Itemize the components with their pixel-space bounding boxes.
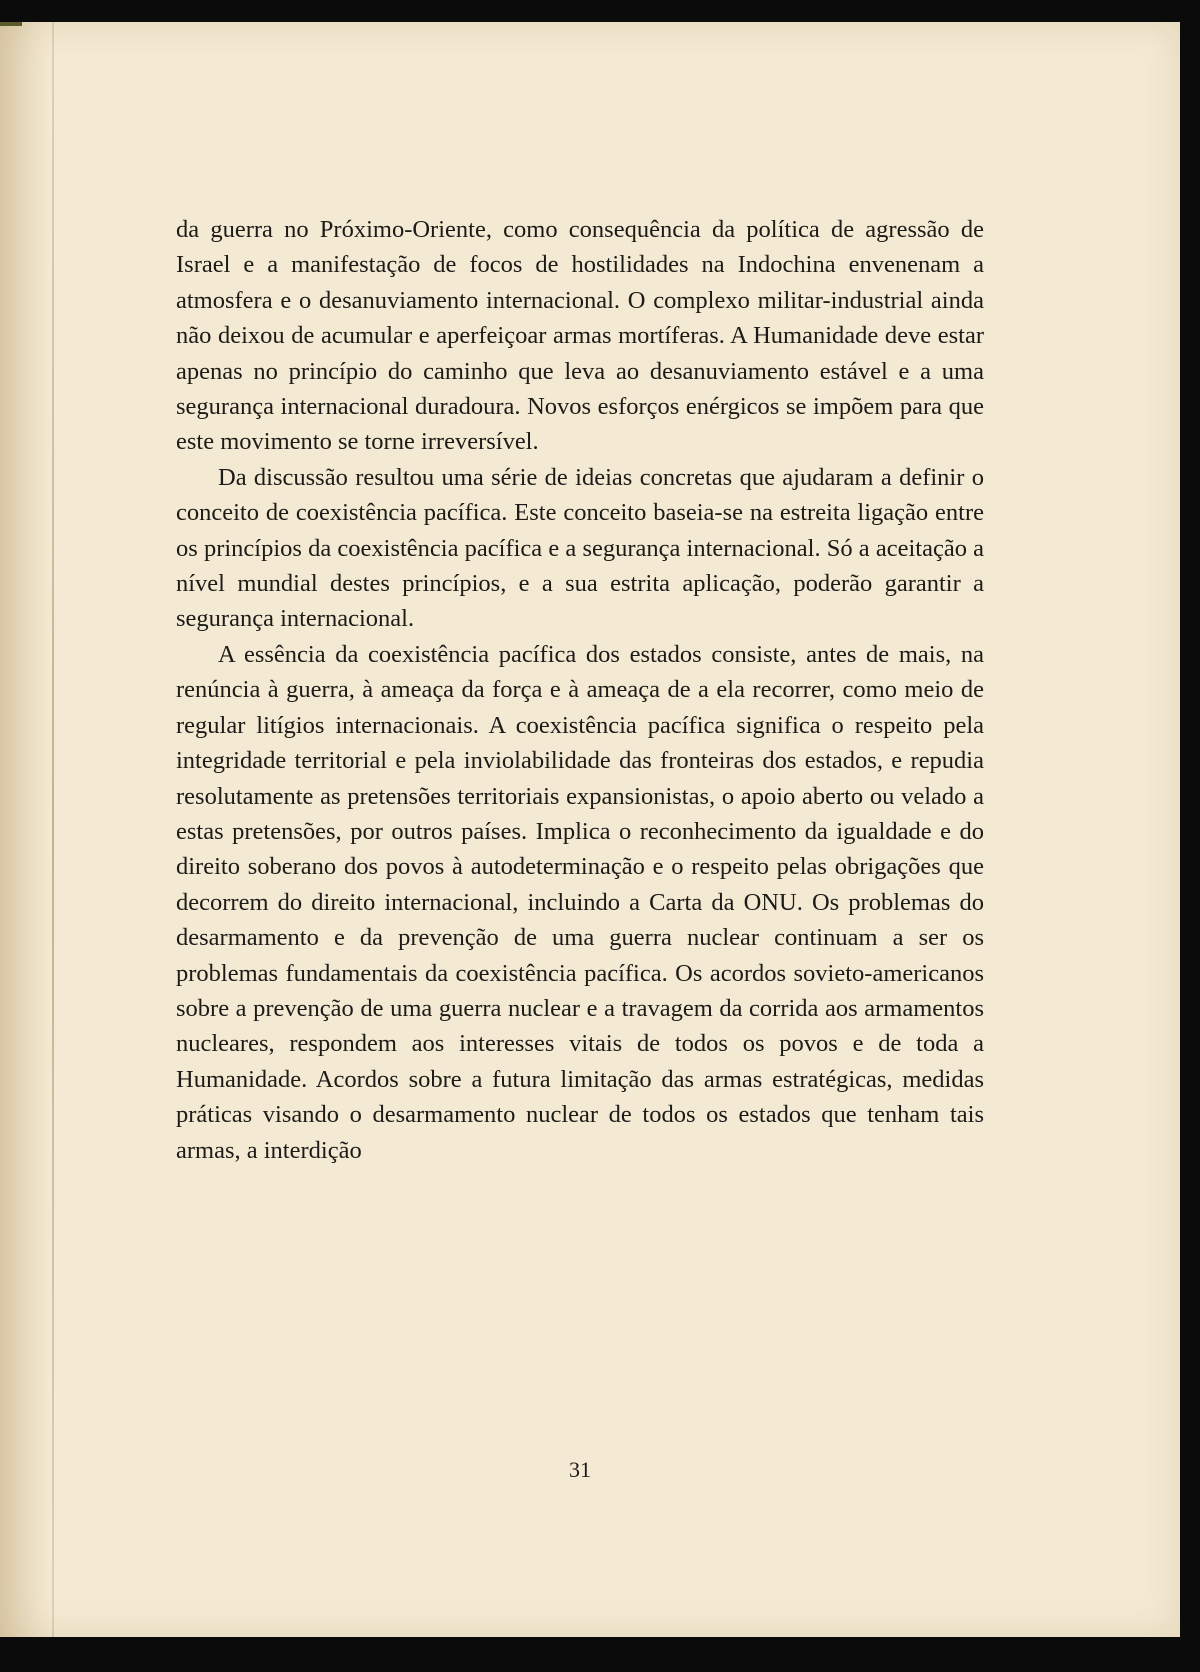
paragraph-1: da guerra no Próximo-Oriente, como consequência da política de agressão de Israel e a manifestação de focos de hostilidades na Indochina envenenam a atmosfera e o desanuviamento internacional. O complexo militar-industrial ainda não deixou de acumular e aperfeiçoar armas mortíferas. A Humanidade deve estar apenas no princípio do caminho que leva ao desanuviamento estável e a uma segurança internacional duradoura. Novos esforços enérgicos se impõem para que este movimento se torne irreversível.	[176, 216, 984, 456]
page-edge-mark	[0, 22, 22, 26]
spine-shadow	[0, 22, 52, 1637]
spine-fold-line	[52, 22, 54, 1637]
paragraph-2: Da discussão resultou uma série de ideias concretas que ajudaram a definir o conceito de coexistência pacífica. Este conceito baseia-se na estreita ligação entre os princípios da coexistência pacífica e a segurança internacional. Só a aceitação a nível mundial destes princípios, e a sua estrita aplicação, poderão garantir a segurança internacional.	[176, 463, 984, 633]
body-text	[176, 212, 984, 1168]
paragraph-3: A essência da coexistência pacífica dos estados consiste, antes de mais, na renúncia à guerra, à ameaça da força e à ameaça de a ela recorrer, como meio de regular litígios internacionais. A coexistência pacífica significa o respeito pela integridade territorial e pela inviolabilidade das fronteiras dos estados, e repudia resolutamente as pretensões territoriais expansionistas, o apoio aberto ou velado a estas pretensões, por outros países. Implica o reconhecimento da igualdade e do direito soberano dos povos à autodeterminação e o respeito pelas obrigações que decorrem do direito internacional, incluindo a Carta da ONU. Os problemas do desarmamento e da prevenção de uma guerra nuclear continuam a ser os problemas fundamentais da coexistência pacífica. Os acordos sovieto-americanos sobre a prevenção de uma guerra nuclear e a travagem da corrida aos armamentos nucleares, respondem aos interesses vitais de todos os povos e de toda a Humanidade. Acordos sobre a futura limitação das armas estratégicas, medidas práticas visando o desarmamento nuclear de todos os estados que tenham tais armas, a interdição	[176, 640, 984, 1164]
paper-sheet	[0, 22, 1180, 1637]
page-number: 31	[569, 1457, 591, 1482]
